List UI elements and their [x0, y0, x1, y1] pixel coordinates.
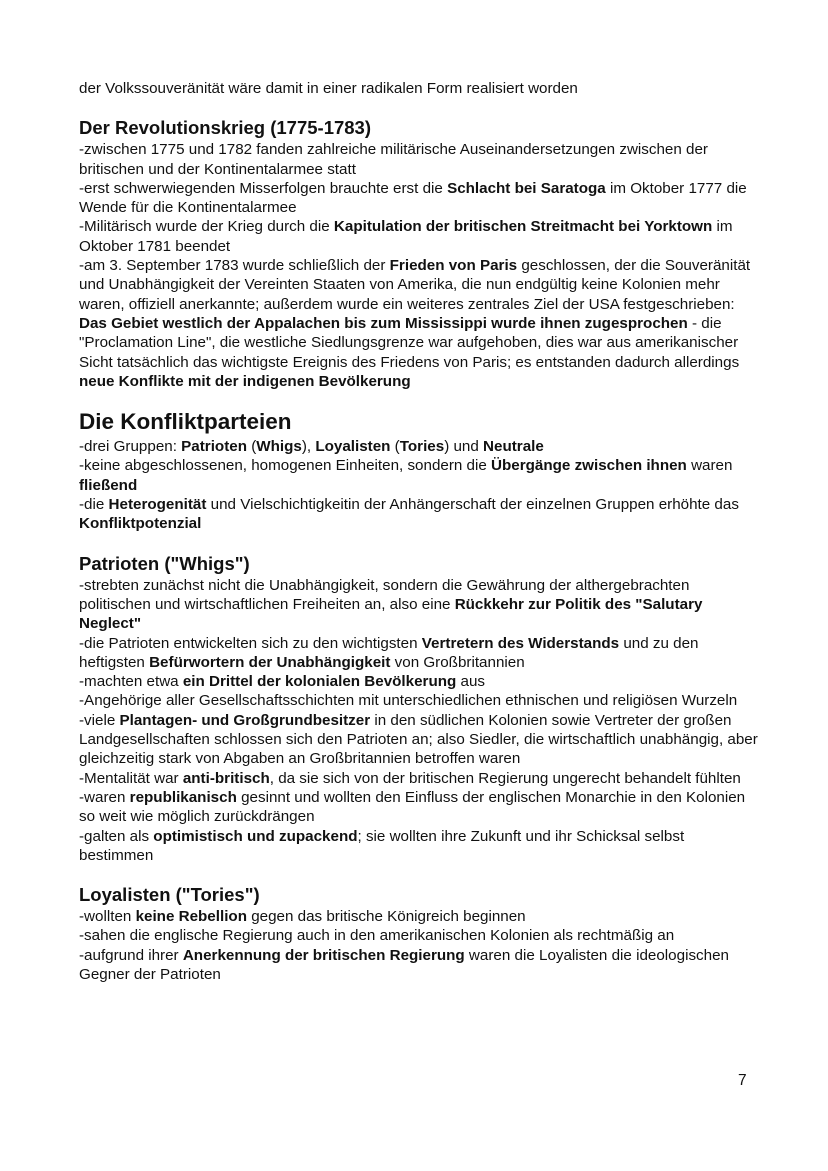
text-run: -die Patrioten entwickelten sich zu den wichtigsten: [79, 634, 422, 652]
bold-text: Übergänge zwischen ihnen: [491, 457, 687, 475]
text-run: -sahen die englische Regierung auch in den amerikanischen Kolonien als rechtmäßig an: [79, 927, 675, 945]
bold-text: Konfliktpotenzial: [79, 515, 202, 533]
text-run: -Militärisch wurde der Krieg durch die: [79, 218, 334, 236]
text-run: -die: [79, 496, 109, 514]
text-run: -machten etwa: [79, 673, 183, 691]
document-page: [79, 79, 759, 984]
bold-text: anti-britisch: [182, 769, 270, 787]
bullet-line: [79, 217, 759, 256]
bold-text: ein Drittel der kolonialen Bevölkerung: [182, 673, 457, 691]
bold-text: Schlacht bei Saratoga: [447, 179, 606, 197]
text-run: -wollten: [79, 908, 136, 926]
text-run: und Vielschichtigkeitin der Anhängerschaft der einzelnen Gruppen erhöhte das: [206, 496, 739, 514]
text-run: geschlossen, der die Souveränität und Unabhängigkeit der Vereinten Staaten von Amerika, die nun endgültig keine Kolonien mehr waren, offiziell anerkannte; außerdem wurde ein weiteres zentrales Ziel der USA festgeschrieben:: [79, 257, 751, 313]
text-run: - die "Proclamation Line", die westliche Siedlungsgrenze war aufgehoben, dies war aus amerikanischer Sicht tatsächlich das wichtigste Ereignis des Friedens von Paris; es entstanden dadurch allerdings: [79, 314, 740, 371]
text-run: -galten als: [79, 827, 154, 845]
bold-text: Neutrale: [483, 438, 544, 456]
text-run: im Oktober 1777 die Wende für die Kontinentalarmee: [79, 179, 747, 217]
page-number: 7: [738, 1072, 747, 1089]
bullet-line: [79, 495, 759, 534]
text-run: -strebten zunächst nicht die Unabhängigkeit, sondern die Gewährung der althergebrachten politischen und wirtschaftlichen Freiheiten an, also eine: [79, 576, 690, 613]
bold-text: Anerkennung der britischen Regierung: [182, 946, 465, 964]
text-run: ),: [301, 438, 316, 456]
bullet-line: [79, 672, 759, 691]
bullet-line: [79, 827, 759, 866]
bullet-line: [79, 788, 759, 827]
text-run: -Mentalität war: [79, 769, 183, 787]
bold-text: Frieden von Paris: [389, 257, 518, 275]
bullet-line: [79, 256, 759, 391]
bold-text: Loyalisten: [315, 438, 391, 456]
bullet-line: [79, 946, 759, 985]
text-run: -waren: [79, 788, 130, 806]
bullet-line: [79, 691, 759, 710]
bold-text: neue Konflikte mit der indigenen Bevölkerung: [79, 372, 411, 390]
bullet-line: [79, 576, 759, 634]
bold-text: Whigs: [256, 438, 302, 456]
bullet-line: [79, 634, 759, 673]
bold-text: Tories: [399, 438, 445, 456]
bold-text: republikanisch: [129, 788, 237, 806]
text-run: und zu den heftigsten: [79, 634, 699, 671]
document-sections: [79, 117, 759, 984]
text-run: -aufgrund ihrer: [79, 946, 183, 964]
bullet-line: [79, 179, 759, 218]
text-run: -drei Gruppen:: [79, 438, 182, 456]
text-run: -am 3. September 1783 wurde schließlich der: [79, 257, 390, 275]
text-run: gesinnt und wollten den Einfluss der englischen Monarchie in den Kolonien so weit wie möglich zurückdrängen: [79, 788, 746, 826]
text-run: , da sie sich von der britischen Regierung ungerecht behandelt fühlten: [269, 769, 741, 787]
section-heading: Patrioten ("Whigs"): [79, 552, 250, 574]
bold-text: Heterogenität: [108, 496, 207, 514]
bold-text: Kapitulation der britischen Streitmacht bei Yorktown: [333, 218, 713, 236]
bullet-line: [79, 907, 759, 926]
bullet-line: [79, 711, 759, 769]
bold-text: Patrioten: [181, 438, 247, 456]
bold-text: Plantagen- und Großgrundbesitzer: [119, 711, 371, 729]
bullet-line: [79, 926, 759, 945]
text-run: ; sie wollten ihre Zukunft und ihr Schicksal selbst bestimmen: [79, 827, 685, 864]
bold-text: fließend: [79, 476, 138, 494]
text-run: gegen das britische Königreich beginnen: [246, 908, 526, 926]
section: [79, 553, 759, 865]
bold-text: Das Gebiet westlich der Appalachen bis zum Mississippi wurde ihnen zugesprochen: [79, 314, 688, 332]
bold-text: Vertretern des Widerstands: [421, 634, 620, 652]
section-heading: Die Konfliktparteien: [79, 409, 292, 435]
bullet-line: [79, 769, 759, 788]
text-run: waren die Loyalisten die ideologischen Gegner der Patrioten: [79, 946, 729, 983]
section: [79, 884, 759, 984]
section: [79, 409, 759, 533]
bold-text: Befürwortern der Unabhängigkeit: [149, 653, 391, 671]
text-run: in den südlichen Kolonien sowie Vertreter der großen Landgesellschaften schlossen sich den Patrioten an; also Siedler, die wirtschaftlich unabhängig, aber gleichzeitig stark von Abgaben an Großbritannien betroffen waren: [79, 711, 758, 768]
bullet-line: [79, 437, 759, 456]
section-heading: Der Revolutionskrieg (1775-1783): [79, 117, 372, 139]
text-run: -Angehörige aller Gesellschaftsschichten mit unterschiedlichen ethnischen und religiösen Wurzeln: [79, 692, 738, 710]
text-run: -zwischen 1775 und 1782 fanden zahlreiche militärische Auseinandersetzungen zwischen der britischen und der Kontinentalarmee statt: [79, 141, 708, 178]
text-run: im Oktober 1781 beendet: [79, 218, 733, 255]
text-run: -erst schwerwiegenden Misserfolgen brauchte erst die: [79, 179, 448, 197]
text-run: ) und: [444, 438, 484, 456]
bold-text: keine Rebellion: [135, 908, 247, 926]
bullet-line: [79, 140, 759, 179]
section-heading: Loyalisten ("Tories"): [79, 884, 260, 906]
text-run: (: [390, 438, 400, 456]
bold-text: Rückkehr zur Politik des "Salutary Neglect": [79, 595, 703, 633]
text-run: waren: [686, 457, 733, 475]
text-run: aus: [456, 673, 485, 691]
section: [79, 117, 759, 391]
bullet-line: [79, 456, 759, 495]
bold-text: optimistisch und zupackend: [153, 827, 358, 845]
text-run: von Großbritannien: [390, 653, 525, 671]
text-run: (: [246, 438, 257, 456]
text-run: -viele: [79, 711, 120, 729]
text-run: der Volkssouveränität wäre damit in einer radikalen Form realisiert worden: [79, 80, 578, 97]
intro-line: [79, 79, 759, 98]
text-run: -keine abgeschlossenen, homogenen Einheiten, sondern die: [79, 457, 492, 475]
